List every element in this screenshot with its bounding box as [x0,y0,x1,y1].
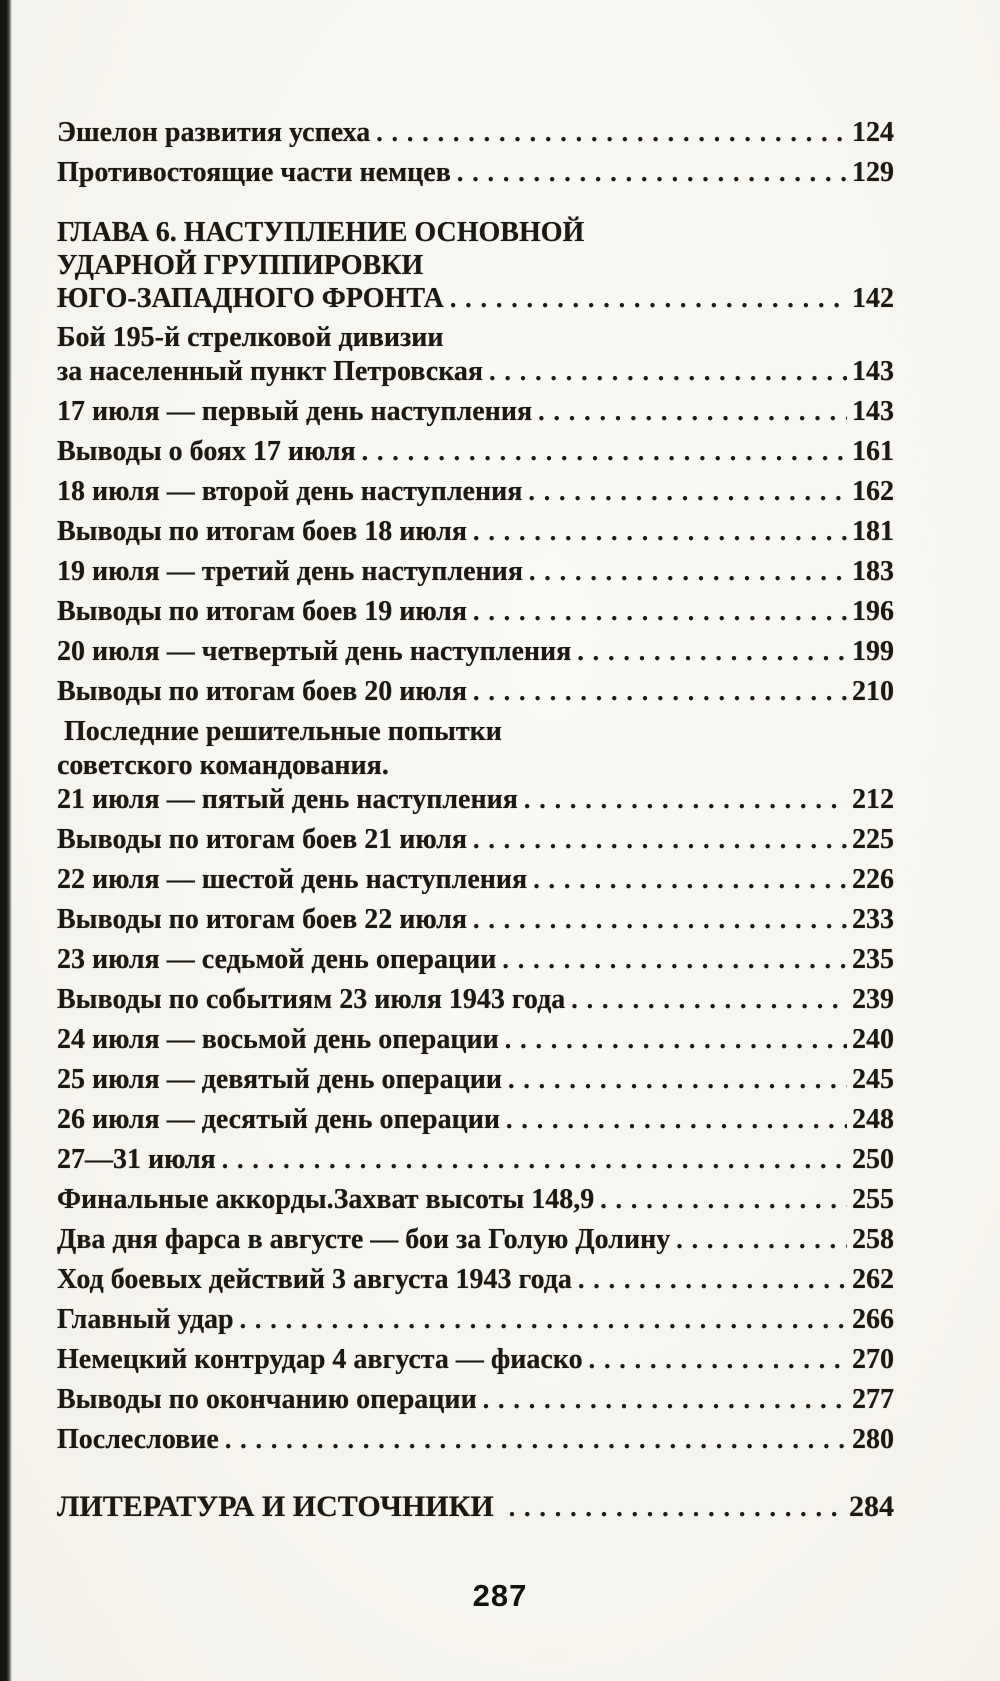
toc-entry-page: 233 [852,904,894,935]
toc-entry-title: Ход боевых действий 3 августа 1943 года [57,1264,572,1295]
toc-entry-row [57,903,894,937]
dot-leader [450,282,847,315]
toc-entry [57,1023,894,1057]
toc-entry-row [57,1223,894,1257]
dot-leader [538,395,847,429]
toc-entry-page: 270 [852,1344,894,1375]
toc-entry-page: 212 [852,784,894,815]
toc-entry-title: 17 июля — первый день наступления [57,396,533,427]
toc-entry-row [57,595,894,629]
toc-entry-title: Финальные аккорды.Захват высоты 148,9 [57,1184,595,1215]
toc-entry-title: Выводы по итогам боев 19 июля [57,596,467,627]
dot-leader [571,983,847,1017]
toc-entry-page: 162 [852,476,894,507]
toc-entry-row [57,282,894,315]
toc-entry-page: 161 [852,436,894,467]
toc-entry-row [57,1023,894,1057]
toc-entry-page: 210 [852,676,894,707]
toc-entry-title: 24 июля — восьмой день операции [57,1024,499,1055]
dot-leader [240,1303,847,1337]
dot-leader [473,595,847,629]
toc-entry-title: 22 июля — шестой день наступления [57,864,528,895]
toc-entry-page: 199 [852,636,894,667]
toc-entry-title: Выводы по событиям 23 июля 1943 года [57,984,566,1015]
toc-entry-page: 181 [852,516,894,547]
toc-entry-line: Последние решительные попытки [64,716,502,747]
scan-edge-artifact [0,0,12,1681]
toc-entry-title: 27—31 июля [57,1144,216,1175]
dot-leader [473,903,847,937]
toc-entry [57,595,894,629]
toc-entry-page: 143 [852,396,894,427]
toc-entry-page: 245 [852,1064,894,1095]
toc-entry-row [57,823,894,857]
dot-leader [600,1183,847,1217]
toc-entry-title: Выводы по итогам боев 20 июля [57,676,467,707]
dot-leader [509,1489,844,1526]
toc-entry-row [57,1423,894,1457]
toc-entry-row [57,1143,894,1177]
dot-leader [508,1063,847,1097]
toc-entry-title: Выводы о боях 17 июля [57,436,356,467]
toc-entry [57,435,894,469]
toc-entry [57,1063,894,1097]
toc-entry-title: Послесловие [57,1424,219,1455]
toc-entry-page: 277 [852,1384,894,1415]
toc-entry-page: 255 [852,1184,894,1215]
toc-entry-row [57,435,894,469]
dot-leader [529,555,847,589]
toc-entry [57,715,894,817]
toc-entry-row [57,475,894,509]
toc-entry [57,1343,894,1377]
toc-entry [57,903,894,937]
toc-entry-page: 196 [852,596,894,627]
toc-entry-page: 142 [852,283,894,314]
toc-entry-row [57,555,894,589]
toc-entry-page: 226 [852,864,894,895]
toc-entry-page: 240 [852,1024,894,1055]
toc-entry-row [57,1103,894,1137]
toc-entry-title: Противостоящие части немцев [57,157,451,188]
toc-entry [57,321,894,389]
toc-entry-row [57,1383,894,1417]
dot-leader [473,675,847,709]
toc-entry-title: 21 июля — пятый день наступления [57,784,518,815]
toc-entry-title: Выводы по окончанию операции [57,1384,477,1415]
toc-entry-title: 25 июля — девятый день операции [57,1064,502,1095]
dot-leader [524,783,847,817]
toc-entry-title: 19 июля — третий день наступления [57,556,523,587]
toc-entry-title: Выводы по итогам боев 22 июля [57,904,467,935]
toc-entry [57,675,894,709]
toc-entry-row [57,156,894,190]
dot-leader [676,1223,847,1257]
dot-leader [473,515,847,549]
toc-entry [57,216,894,315]
toc-entry [57,1183,894,1217]
toc-entry-row [57,675,894,709]
toc-entry-row [57,355,894,389]
dot-leader [533,863,847,897]
toc-entry-row [57,783,894,817]
toc-entry [57,863,894,897]
toc-entry-row [57,863,894,897]
toc-entry [57,1103,894,1137]
toc-entry-row [57,983,894,1017]
toc-entry [57,156,894,190]
dot-leader [483,1383,847,1417]
toc-entry-page: 280 [852,1424,894,1455]
dot-leader [225,1423,847,1457]
toc-entry [57,1489,894,1526]
toc-entry [57,1223,894,1257]
toc-entry-page: 258 [852,1224,894,1255]
toc-entry-title: Главный удар [57,1304,234,1335]
toc-entry-row [57,116,894,150]
toc-entry-title: Два дня фарса в августе — бои за Голую Долину [57,1224,671,1255]
toc-entry-title: ЛИТЕРАТУРА И ИСТОЧНИКИ [57,1490,494,1523]
toc-entry-title: за населенный пункт Петровская [57,356,484,387]
toc-entry [57,1263,894,1297]
toc-entry-page: 248 [852,1104,894,1135]
toc-entry-title: 23 июля — седьмой день операции [57,944,497,975]
toc-entry [57,515,894,549]
toc-entry-row [57,1343,894,1377]
dot-leader [457,156,847,190]
toc-entry-title: 20 июля — четвертый день наступления [57,636,572,667]
toc-entry-page: 143 [852,356,894,387]
dot-leader [376,116,847,150]
toc-entry [57,116,894,150]
dot-leader [578,1263,847,1297]
toc-entry-row [57,1063,894,1097]
page-number: 287 [472,1578,528,1613]
toc-entry [57,475,894,509]
toc-entry-page: 284 [849,1490,894,1523]
toc-entry-title: 26 июля — десятый день операции [57,1104,501,1135]
dot-leader [506,1103,847,1137]
dot-leader [222,1143,847,1177]
dot-leader [489,355,847,389]
toc-entry-row [57,1263,894,1297]
toc-entry-page: 250 [852,1144,894,1175]
toc-entry-page: 262 [852,1264,894,1295]
dot-leader [473,823,847,857]
toc-entry-title: Выводы по итогам боев 18 июля [57,516,467,547]
toc-entry-page: 124 [852,117,894,148]
toc-entry-title: ЮГО-ЗАПАДНОГО ФРОНТА [57,283,444,314]
toc-entry-line: УДАРНОЙ ГРУППИРОВКИ [57,250,424,281]
dot-leader [589,1343,847,1377]
toc-entry-row [57,943,894,977]
toc-entry-row [57,1489,894,1526]
toc-entry [57,1303,894,1337]
toc-entry [57,635,894,669]
table-of-contents [57,0,894,1526]
toc-entry-row [57,635,894,669]
toc-entry-line: ГЛАВА 6. НАСТУПЛЕНИЕ ОСНОВНОЙ [57,217,585,248]
toc-entry-line: советского командования. [57,750,389,781]
dot-leader [577,635,847,669]
toc-entry-page: 225 [852,824,894,855]
toc-entry-page: 266 [852,1304,894,1335]
toc-entry [57,823,894,857]
dot-leader [362,435,847,469]
toc-entry [57,1383,894,1417]
toc-entry-title: Выводы по итогам боев 21 июля [57,824,467,855]
toc-entry-page: 235 [852,944,894,975]
toc-entry [57,983,894,1017]
toc-entry-row [57,1303,894,1337]
toc-entry [57,943,894,977]
dot-leader [502,943,847,977]
toc-entry [57,395,894,429]
toc-entry-row [57,1183,894,1217]
toc-entry [57,1143,894,1177]
toc-entry-page: 129 [852,157,894,188]
toc-entry-row [57,395,894,429]
dot-leader [505,1023,847,1057]
toc-entry-page: 239 [852,984,894,1015]
toc-entry-title: 18 июля — второй день наступления [57,476,523,507]
toc-entry-row [57,515,894,549]
toc-entry-page: 183 [852,556,894,587]
toc-entry-title: Эшелон развития успеха [57,117,371,148]
toc-entry-title: Немецкий контрудар 4 августа — фиаско [57,1344,583,1375]
toc-entry-line: Бой 195-й стрелковой дивизии [57,322,444,353]
toc-entry [57,555,894,589]
toc-entry [57,1423,894,1457]
dot-leader [528,475,847,509]
